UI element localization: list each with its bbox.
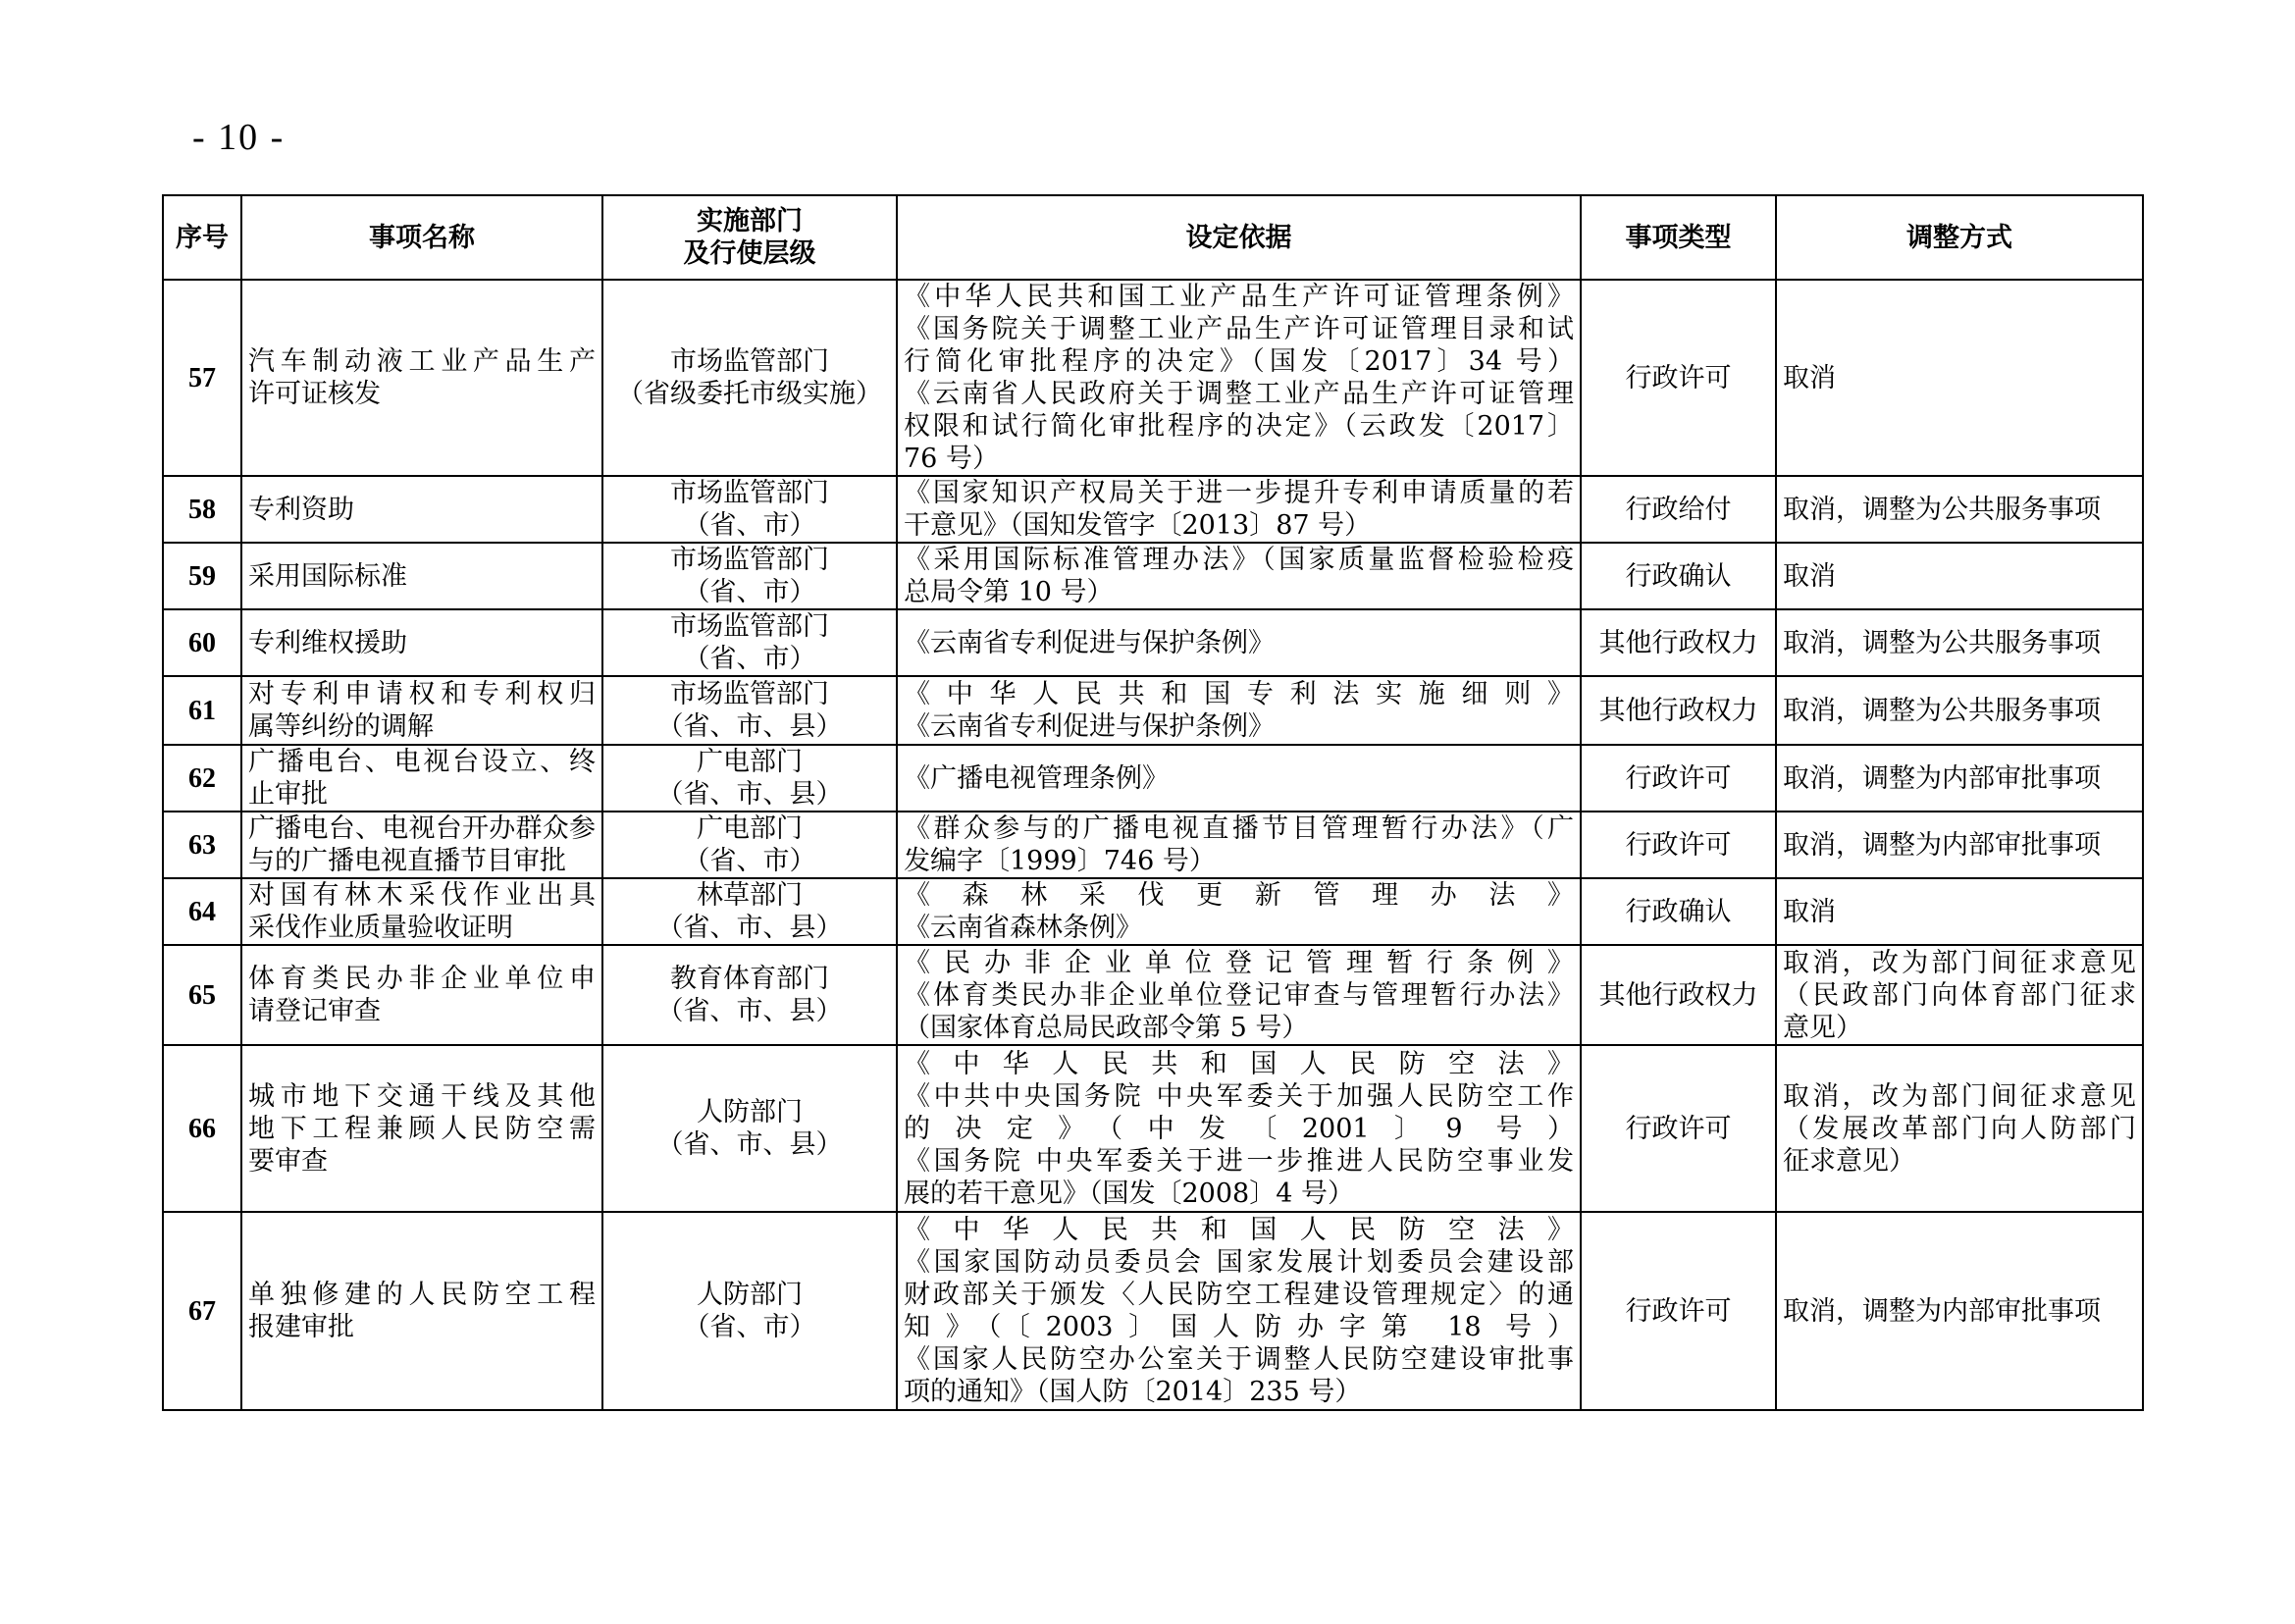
- cell-legal-basis: [897, 609, 1581, 676]
- cell-item-type: 行政许可: [1581, 745, 1776, 812]
- header-adjust: 调整方式: [1776, 195, 2143, 280]
- cell-department: [602, 676, 897, 745]
- cell-index: 61: [163, 676, 241, 745]
- table-row: [163, 878, 2143, 945]
- table-row: [163, 476, 2143, 543]
- department-line: 市场监管部门: [670, 545, 829, 575]
- legal-basis-line: 《国家知识产权局关于进一步提升专利申请质量的若: [904, 478, 1574, 508]
- adjustment-line: 征求意见）: [1783, 1145, 1915, 1177]
- item-name-line: 广播电台、电视台设立、终: [248, 747, 596, 777]
- legal-basis-line: 《采用国际标准管理办法》（国家质量监督检验检疫: [904, 545, 1574, 575]
- department-line: （省级委托市级实施）: [617, 379, 882, 409]
- table-row: [163, 945, 2143, 1045]
- legal-basis-line: 《国家国防动员委员会 国家发展计划委员会建设部: [904, 1247, 1574, 1278]
- department-line: 市场监管部门: [670, 478, 829, 508]
- legal-basis-line: 《云南省森林条例》: [904, 913, 1142, 943]
- cell-department: [602, 945, 897, 1045]
- adjustment-line: 取消，调整为内部审批事项: [1783, 762, 2101, 794]
- adjustment-line: 意见）: [1783, 1012, 1862, 1043]
- department-line: （省、市、县）: [656, 996, 843, 1026]
- legal-basis-line: 展的若干意见》（国发〔2008〕4 号）: [904, 1178, 1354, 1209]
- legal-basis-line: 《广播电视管理条例》: [904, 762, 1169, 794]
- cell-legal-basis: [897, 280, 1581, 476]
- department-line: 人防部门: [697, 1097, 803, 1127]
- header-dept-line1: 实施部门: [697, 206, 803, 236]
- cell-department: [602, 1212, 897, 1410]
- page-number: - 10 -: [192, 117, 286, 158]
- department-line: 市场监管部门: [670, 679, 829, 709]
- legal-basis-line: 《国务院关于调整工业产品生产许可证管理目录和试: [904, 314, 1574, 344]
- cell-item-type: 其他行政权力: [1581, 676, 1776, 745]
- table-row: [163, 1045, 2143, 1212]
- cell-legal-basis: [897, 745, 1581, 812]
- legal-basis-line: 《中华人民共和国工业产品生产许可证管理条例》: [904, 282, 1574, 312]
- cell-department: [602, 609, 897, 676]
- cell-item-type: 行政确认: [1581, 878, 1776, 945]
- item-name-line: 要审查: [248, 1145, 328, 1177]
- legal-basis-line: 《国家人民防空办公室关于调整人民防空建设审批事: [904, 1344, 1574, 1375]
- cell-item-type: 行政许可: [1581, 812, 1776, 878]
- item-name-line: 报建审批: [248, 1312, 354, 1342]
- adjustment-line: 取消，改为部门间征求意见: [1783, 947, 2136, 978]
- header-type: 事项类型: [1581, 195, 1776, 280]
- adjustment-line: 取消，调整为公共服务事项: [1783, 627, 2101, 658]
- adjustment-line: 取消，调整为公共服务事项: [1783, 695, 2101, 726]
- cell-index: 63: [163, 812, 241, 878]
- item-name-line: 请登记审查: [248, 996, 381, 1026]
- cell-item-name: [241, 280, 602, 476]
- department-line: （省、市）: [683, 1312, 816, 1342]
- item-name-line: 对专利申请权和专利权归: [248, 679, 596, 709]
- legal-basis-line: 《中华人民共和国专利法实施细则》: [904, 679, 1574, 709]
- cell-index: 67: [163, 1212, 241, 1410]
- legal-basis-line: 《体育类民办非企业单位登记审查与管理暂行办法》: [904, 979, 1574, 1011]
- cell-index: 59: [163, 543, 241, 609]
- legal-basis-line: 《国务院 中央军委关于进一步推进人民防空事业发: [904, 1145, 1574, 1177]
- cell-legal-basis: [897, 543, 1581, 609]
- item-name-line: 城市地下交通干线及其他: [248, 1080, 596, 1112]
- cell-item-type: 行政许可: [1581, 1045, 1776, 1212]
- legal-basis-line: 总局令第 10 号）: [904, 577, 1114, 607]
- table-row: [163, 280, 2143, 476]
- header-index: 序号: [163, 195, 241, 280]
- cell-adjustment: [1776, 280, 2143, 476]
- adjustment-items-table: [162, 194, 2144, 1411]
- cell-item-name: [241, 745, 602, 812]
- department-line: 林草部门: [697, 880, 803, 911]
- cell-item-name: [241, 878, 602, 945]
- cell-adjustment: [1776, 745, 2143, 812]
- legal-basis-line: 《中共中央国务院 中央军委关于加强人民防空工作: [904, 1080, 1574, 1112]
- adjustment-line: （发展改革部门向人防部门: [1783, 1113, 2136, 1144]
- cell-item-name: [241, 1045, 602, 1212]
- cell-item-name: [241, 476, 602, 543]
- department-line: 市场监管部门: [670, 346, 829, 377]
- item-name-line: 止审批: [248, 779, 328, 810]
- cell-item-name: [241, 543, 602, 609]
- cell-item-type: 其他行政权力: [1581, 609, 1776, 676]
- cell-adjustment: [1776, 878, 2143, 945]
- cell-adjustment: [1776, 543, 2143, 609]
- item-name-line: 专利资助: [248, 494, 354, 525]
- cell-department: [602, 280, 897, 476]
- cell-index: 65: [163, 945, 241, 1045]
- legal-basis-line: 《云南省专利促进与保护条例》: [904, 627, 1275, 658]
- legal-basis-line: 行简化审批程序的决定》（国发〔2017〕34 号）: [904, 346, 1574, 377]
- legal-basis-line: 权限和试行简化审批程序的决定》（云政发〔2017〕: [904, 411, 1574, 442]
- adjustment-line: 取消，调整为内部审批事项: [1783, 1295, 2101, 1327]
- cell-adjustment: [1776, 476, 2143, 543]
- table-row: [163, 609, 2143, 676]
- cell-legal-basis: [897, 1212, 1581, 1410]
- cell-adjustment: [1776, 945, 2143, 1045]
- legal-basis-line: 的决定》（中发〔2001〕9 号）: [904, 1113, 1574, 1144]
- table-header-row: [163, 195, 2143, 280]
- cell-item-name: [241, 945, 602, 1045]
- cell-adjustment: [1776, 609, 2143, 676]
- cell-legal-basis: [897, 476, 1581, 543]
- item-name-line: 专利维权援助: [248, 627, 407, 658]
- cell-item-name: [241, 676, 602, 745]
- adjustment-line: 取消，调整为内部审批事项: [1783, 829, 2101, 861]
- legal-basis-line: 发编字〔1999〕746 号）: [904, 846, 1216, 876]
- item-name-line: 属等纠纷的调解: [248, 711, 434, 742]
- department-line: （省、市、县）: [656, 913, 843, 943]
- cell-index: 66: [163, 1045, 241, 1212]
- department-line: 广电部门: [697, 747, 803, 777]
- cell-department: [602, 812, 897, 878]
- legal-basis-line: 《群众参与的广播电视直播节目管理暂行办法》（广: [904, 813, 1574, 844]
- cell-department: [602, 878, 897, 945]
- cell-index: 57: [163, 280, 241, 476]
- table-body: [163, 280, 2143, 1410]
- cell-item-type: 行政给付: [1581, 476, 1776, 543]
- adjustment-line: 取消: [1783, 362, 1836, 393]
- table-row: [163, 676, 2143, 745]
- item-name-line: 广播电台、电视台开办群众参: [248, 813, 596, 844]
- legal-basis-line: 《民办非企业单位登记管理暂行条例》: [904, 947, 1574, 978]
- legal-basis-line: （国家体育总局民政部令第 5 号）: [904, 1012, 1309, 1043]
- department-line: （省、市、县）: [656, 711, 843, 742]
- cell-department: [602, 476, 897, 543]
- header-dept: [602, 195, 897, 280]
- cell-index: 58: [163, 476, 241, 543]
- cell-adjustment: [1776, 1045, 2143, 1212]
- cell-legal-basis: [897, 812, 1581, 878]
- cell-index: 62: [163, 745, 241, 812]
- table-row: [163, 812, 2143, 878]
- item-name-line: 体育类民办非企业单位申: [248, 964, 596, 994]
- legal-basis-line: 76 号）: [904, 444, 999, 474]
- legal-basis-line: 《中华人民共和国人民防空法》: [904, 1048, 1574, 1079]
- department-line: （省、市、县）: [656, 779, 843, 810]
- item-name-line: 地下工程兼顾人民防空需: [248, 1113, 596, 1144]
- department-line: 人防部门: [697, 1280, 803, 1310]
- cell-department: [602, 543, 897, 609]
- adjustment-line: 取消: [1783, 560, 1836, 592]
- legal-basis-line: 项的通知》（国人防〔2014〕235 号）: [904, 1377, 1362, 1407]
- cell-item-type: 行政确认: [1581, 543, 1776, 609]
- cell-legal-basis: [897, 945, 1581, 1045]
- cell-department: [602, 1045, 897, 1212]
- legal-basis-line: 《云南省人民政府关于调整工业产品生产许可证管理: [904, 379, 1574, 409]
- cell-item-name: [241, 609, 602, 676]
- cell-item-name: [241, 812, 602, 878]
- cell-department: [602, 745, 897, 812]
- cell-index: 60: [163, 609, 241, 676]
- item-name-line: 单独修建的人民防空工程: [248, 1280, 596, 1310]
- adjustment-line: 取消: [1783, 896, 1836, 927]
- department-line: （省、市、县）: [656, 1129, 843, 1160]
- department-line: 教育体育部门: [670, 964, 829, 994]
- cell-index: 64: [163, 878, 241, 945]
- department-line: （省、市）: [683, 577, 816, 607]
- cell-item-type: 其他行政权力: [1581, 945, 1776, 1045]
- department-line: （省、市）: [683, 644, 816, 674]
- header-name: 事项名称: [241, 195, 602, 280]
- header-basis: 设定依据: [897, 195, 1581, 280]
- cell-legal-basis: [897, 1045, 1581, 1212]
- item-name-line: 与的广播电视直播节目审批: [248, 846, 566, 876]
- department-line: 广电部门: [697, 813, 803, 844]
- table-row: [163, 543, 2143, 609]
- cell-legal-basis: [897, 676, 1581, 745]
- department-line: 市场监管部门: [670, 611, 829, 642]
- adjustment-line: 取消，调整为公共服务事项: [1783, 494, 2101, 525]
- legal-basis-line: 《森林采伐更新管理办法》: [904, 880, 1574, 911]
- legal-basis-line: 知》（〔2003〕国人防办字第 18 号）: [904, 1312, 1574, 1342]
- department-line: （省、市）: [683, 510, 816, 541]
- cell-adjustment: [1776, 812, 2143, 878]
- item-name-line: 对国有林木采伐作业出具: [248, 880, 596, 911]
- legal-basis-line: 《中华人民共和国人民防空法》: [904, 1215, 1574, 1245]
- cell-item-type: 行政许可: [1581, 280, 1776, 476]
- adjustment-line: （民政部门向体育部门征求: [1783, 979, 2136, 1011]
- cell-item-type: 行政许可: [1581, 1212, 1776, 1410]
- legal-basis-line: 干意见》（国知发管字〔2013〕87 号）: [904, 510, 1372, 541]
- department-line: （省、市）: [683, 846, 816, 876]
- legal-basis-line: 财政部关于颁发〈人民防空工程建设管理规定〉的通: [904, 1280, 1574, 1310]
- item-name-line: 采伐作业质量验收证明: [248, 913, 513, 943]
- cell-adjustment: [1776, 1212, 2143, 1410]
- item-name-line: 汽车制动液工业产品生产: [248, 346, 596, 377]
- item-name-line: 采用国际标准: [248, 560, 407, 592]
- cell-adjustment: [1776, 676, 2143, 745]
- header-dept-line2: 及行使层级: [683, 238, 816, 269]
- adjustment-line: 取消，改为部门间征求意见: [1783, 1080, 2136, 1112]
- legal-basis-line: 《云南省专利促进与保护条例》: [904, 711, 1275, 742]
- item-name-line: 许可证核发: [248, 379, 381, 409]
- cell-item-name: [241, 1212, 602, 1410]
- table-row: [163, 1212, 2143, 1410]
- cell-legal-basis: [897, 878, 1581, 945]
- table-row: [163, 745, 2143, 812]
